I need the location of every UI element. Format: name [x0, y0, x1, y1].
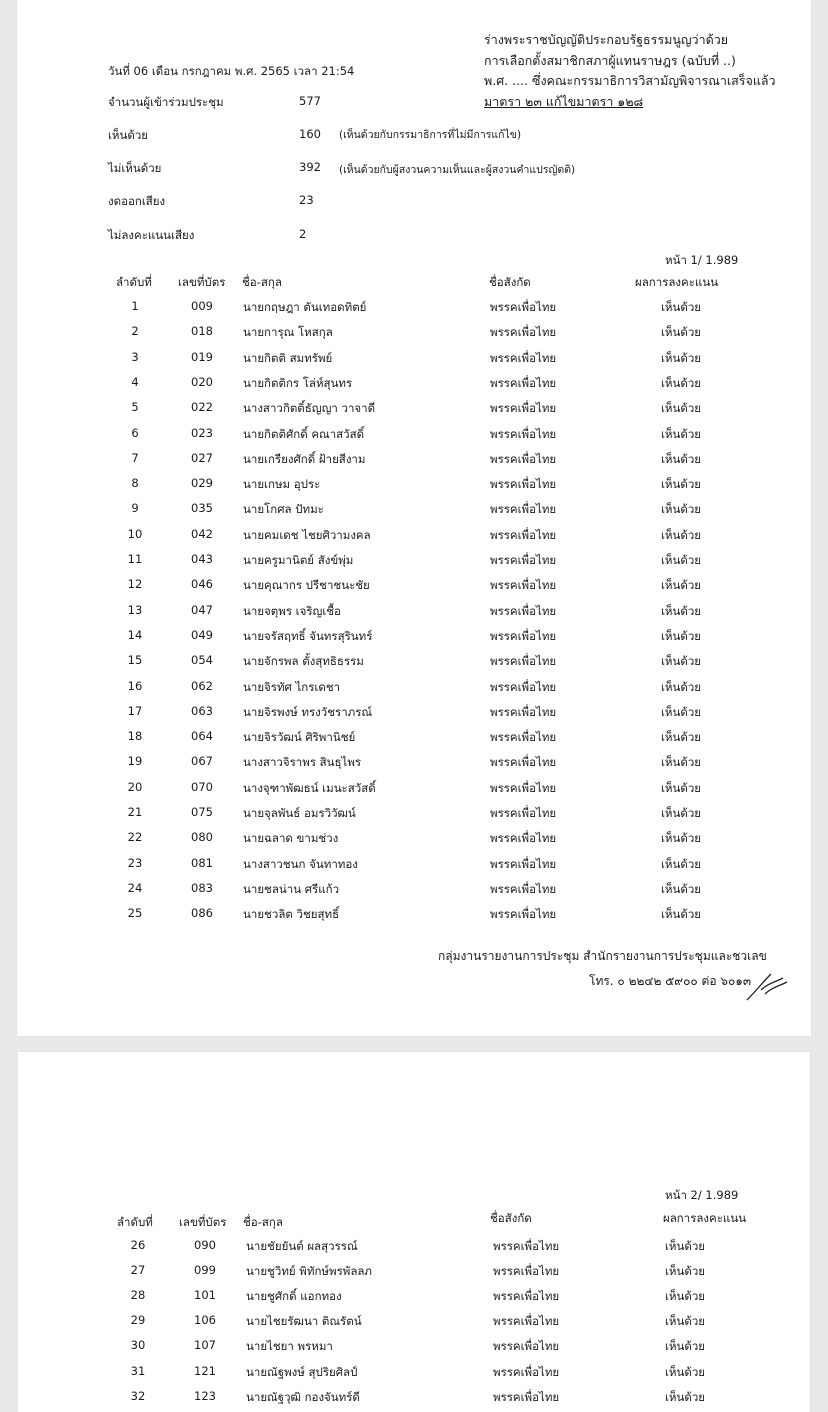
document-page-2 — [18, 1052, 810, 1412]
party-name: พรรคเพื่อไทย — [490, 350, 557, 365]
vote-result: เห็นด้วย — [665, 1239, 706, 1253]
party-name: พรรคเพื่อไทย — [493, 1389, 560, 1404]
vote-result: เห็นด้วย — [661, 375, 702, 390]
header-party: ชื่อสังกัด — [490, 1211, 532, 1225]
vote-result: เห็นด้วย — [661, 907, 702, 922]
party-name: พรรคเพื่อไทย — [490, 325, 557, 340]
member-name: นายคุณากร ปรีชาชนะชัย — [243, 578, 370, 593]
vote-result: เห็นด้วย — [661, 553, 702, 567]
row-number: 21 — [127, 805, 143, 819]
page-number: หน้า 1/ 1.989 — [665, 253, 739, 267]
member-name: นายการุณ โหสกุล — [243, 325, 333, 340]
member-name: นายเกษม อุประ — [243, 477, 321, 492]
member-name: นายณัฐวุฒิ กองจันทร์ดี — [246, 1389, 360, 1404]
row-number: 20 — [127, 779, 143, 794]
member-name: นายจตุพร เจริญเชื้อ — [243, 603, 341, 618]
row-number: 10 — [127, 526, 143, 541]
member-name: นายชัยยันต์ ผลสุวรรณ์ — [246, 1239, 358, 1253]
card-number: 067 — [191, 754, 213, 769]
card-number: 022 — [191, 400, 213, 415]
vote-result: เห็นด้วย — [661, 401, 702, 416]
member-name: นางจุฑาพัฒธน์ เมนะสวัสดิ์ — [243, 780, 376, 795]
header-name: ชื่อ-สกุล — [243, 1215, 283, 1229]
summary-label: จำนวนผู้เข้าร่วมประชุม — [108, 95, 224, 109]
member-name: นายฉลาด ขามช่วง — [243, 831, 339, 846]
row-number: 9 — [131, 501, 139, 516]
vote-result: เห็นด้วย — [661, 350, 702, 365]
card-number: 062 — [191, 678, 213, 693]
vote-result: เห็นด้วย — [661, 426, 702, 441]
footer-phone: โทร. ๐ ๒๒๔๒ ๕๙๐๐ ต่อ ๖๐๑๓ — [589, 974, 752, 988]
summary-value: 577 — [299, 94, 321, 108]
row-number: 18 — [127, 729, 143, 744]
vote-result: เห็นด้วย — [665, 1339, 706, 1354]
row-number: 26 — [130, 1238, 146, 1252]
vote-result: เห็นด้วย — [661, 806, 702, 820]
party-name: พรรคเพื่อไทย — [490, 300, 557, 314]
party-name: พรรคเพื่อไทย — [490, 553, 557, 567]
header-party: ชื่อสังกัด — [489, 275, 531, 289]
vote-result: เห็นด้วย — [661, 300, 702, 314]
card-number: 106 — [194, 1313, 216, 1328]
summary-label: งดออกเสียง — [108, 194, 166, 208]
card-number: 027 — [191, 450, 213, 465]
summary-label: ไม่เห็นด้วย — [108, 161, 162, 175]
row-number: 19 — [127, 754, 143, 769]
party-name: พรรคเพื่อไทย — [490, 755, 557, 770]
party-name: พรรคเพื่อไทย — [490, 679, 557, 694]
member-name: นางสาวกิตติ์ธัญญา วาจาดี — [243, 401, 376, 416]
card-number: 029 — [191, 476, 213, 491]
document-page-1 — [17, 0, 811, 1036]
member-name: นายโกศล ปัทมะ — [243, 502, 324, 517]
party-name: พรรคเพื่อไทย — [490, 831, 557, 846]
card-number: 063 — [191, 703, 213, 718]
member-name: นายชูศักดิ์ แอกทอง — [246, 1289, 342, 1304]
party-name: พรรคเพื่อไทย — [490, 502, 557, 517]
member-name: นายจุลพันธ์ อมรวิวัฒน์ — [243, 806, 356, 820]
row-number: 14 — [127, 627, 143, 642]
row-number: 11 — [127, 552, 143, 566]
card-number: 070 — [191, 779, 213, 794]
member-name: นายจรัสฤทธิ์ จันทรสุรินทร์ — [243, 628, 373, 643]
party-name: พรรคเพื่อไทย — [490, 527, 557, 542]
header-no: ลำดับที่ — [116, 275, 152, 289]
party-name: พรรคเพื่อไทย — [490, 578, 557, 593]
card-number: 081 — [191, 855, 213, 870]
row-number: 31 — [130, 1363, 146, 1378]
header-card: เลขที่บัตร — [178, 275, 226, 289]
vote-result: เห็นด้วย — [661, 603, 702, 618]
vote-result: เห็นด้วย — [665, 1389, 706, 1404]
member-name: นายจิรทัศ ไกรเดชา — [243, 679, 341, 694]
vote-result: เห็นด้วย — [661, 679, 702, 694]
party-name: พรรคเพื่อไทย — [490, 375, 557, 390]
row-number: 12 — [127, 577, 143, 592]
card-number: 035 — [191, 501, 213, 516]
card-number: 009 — [191, 299, 213, 313]
vote-result: เห็นด้วย — [661, 755, 702, 770]
vote-result: เห็นด้วย — [661, 654, 702, 669]
row-number: 24 — [127, 880, 143, 895]
card-number: 107 — [194, 1338, 216, 1353]
vote-result: เห็นด้วย — [661, 881, 702, 896]
row-number: 32 — [130, 1388, 146, 1403]
member-name: นายคมเดช ไชยศิวามงคล — [243, 527, 371, 542]
row-number: 4 — [131, 374, 139, 389]
member-name: นายครูมานิตย์ สังข์พุ่ม — [243, 553, 354, 567]
row-number: 6 — [131, 425, 139, 440]
summary-value: 160 — [299, 127, 321, 141]
row-number: 2 — [131, 324, 139, 339]
card-number: 054 — [191, 653, 213, 668]
vote-result: เห็นด้วย — [661, 831, 702, 846]
party-name: พรรคเพื่อไทย — [490, 806, 557, 820]
header-result: ผลการลงคะแนน — [635, 275, 719, 289]
vote-result: เห็นด้วย — [661, 730, 702, 745]
card-number: 086 — [191, 906, 213, 921]
card-number: 049 — [191, 627, 213, 642]
row-number: 23 — [127, 855, 143, 870]
row-number: 15 — [127, 653, 143, 668]
party-name: พรรคเพื่อไทย — [493, 1364, 560, 1379]
summary-value: 2 — [299, 227, 307, 241]
summary-value: 23 — [299, 193, 314, 207]
card-number: 018 — [191, 324, 213, 339]
header-no: ลำดับที่ — [117, 1215, 153, 1229]
vote-result: เห็นด้วย — [661, 477, 702, 492]
bill-title-line-4: มาตรา ๒๓ แก้ไขมาตรา ๑๒๘ — [484, 94, 644, 109]
row-number: 7 — [131, 450, 139, 465]
member-name: นายณัฐพงษ์ สุปริยศิลป์ — [246, 1364, 358, 1379]
card-number: 064 — [191, 729, 213, 744]
card-number: 019 — [191, 349, 213, 364]
card-number: 047 — [191, 602, 213, 617]
row-number: 1 — [131, 299, 139, 313]
card-number: 090 — [194, 1238, 216, 1252]
vote-result: เห็นด้วย — [661, 780, 702, 795]
member-name: นายชลน่าน ศรีแก้ว — [243, 881, 340, 896]
footer-office: กลุ่มงานรายงานการประชุม สำนักรายงานการประชุมและชวเลข — [438, 949, 767, 963]
vote-result: เห็นด้วย — [665, 1264, 706, 1279]
header-name: ชื่อ-สกุล — [242, 275, 282, 289]
card-number: 121 — [194, 1363, 216, 1378]
row-number: 28 — [130, 1288, 146, 1303]
member-name: นายไชยรัฒนา ติณรัตน์ — [246, 1314, 362, 1329]
row-number: 27 — [130, 1263, 146, 1278]
signature-mark — [743, 968, 789, 1004]
vote-result: เห็นด้วย — [661, 325, 702, 340]
bill-title-line-2: การเลือกตั้งสมาชิกสภาผู้แทนราษฎร (ฉบับที่ ..) — [484, 53, 736, 68]
party-name: พรรคเพื่อไทย — [490, 704, 557, 719]
summary-value: 392 — [299, 160, 321, 174]
member-name: นางสาวชนก จันทาทอง — [243, 856, 358, 871]
card-number: 101 — [194, 1288, 216, 1303]
page-number: หน้า 2/ 1.989 — [665, 1188, 739, 1202]
vote-result: เห็นด้วย — [665, 1314, 706, 1329]
row-number: 22 — [127, 830, 143, 845]
party-name: พรรคเพื่อไทย — [490, 730, 557, 745]
member-name: นายจักรพล ตั้งสุทธิธรรม — [243, 654, 364, 669]
row-number: 3 — [131, 349, 139, 364]
summary-note: (เห็นด้วยกับกรรมาธิการที่ไม่มีการแก้ไข) — [339, 129, 522, 141]
member-name: นายชูวิทย์ พิทักษ์พรพัลลภ — [246, 1264, 373, 1279]
vote-result: เห็นด้วย — [661, 628, 702, 643]
vote-result: เห็นด้วย — [661, 856, 702, 871]
party-name: พรรคเพื่อไทย — [490, 654, 557, 669]
row-number: 16 — [127, 678, 143, 693]
row-number: 30 — [130, 1338, 146, 1353]
party-name: พรรคเพื่อไทย — [490, 780, 557, 795]
card-number: 099 — [194, 1263, 216, 1278]
vote-result: เห็นด้วย — [665, 1289, 706, 1304]
card-number: 023 — [191, 425, 213, 440]
summary-label: เห็นด้วย — [108, 128, 149, 142]
party-name: พรรคเพื่อไทย — [490, 426, 557, 441]
bill-title-line-1: ร่างพระราชบัญญัติประกอบรัฐธรรมนูญว่าด้วย — [484, 32, 729, 47]
party-name: พรรคเพื่อไทย — [493, 1264, 560, 1279]
member-name: นายกิตติศักดิ์ คณาสวัสดิ์ — [243, 426, 365, 441]
party-name: พรรคเพื่อไทย — [490, 401, 557, 416]
member-name: นายกฤษฎา ตันเทอดทิตย์ — [243, 300, 367, 314]
member-name: นายกิตติ สมทรัพย์ — [243, 350, 333, 365]
vote-result: เห็นด้วย — [661, 502, 702, 517]
row-number: 25 — [127, 906, 143, 921]
card-number: 123 — [194, 1388, 216, 1403]
card-number: 046 — [191, 577, 213, 592]
date-line: วันที่ 06 เดือน กรกฎาคม พ.ศ. 2565 เวลา 21:54 — [108, 64, 355, 78]
header-result: ผลการลงคะแนน — [663, 1211, 747, 1225]
vote-result: เห็นด้วย — [665, 1364, 706, 1379]
party-name: พรรคเพื่อไทย — [493, 1339, 560, 1354]
bill-title-line-3: พ.ศ. .... ซึ่งคณะกรรมาธิการวิสามัญพิจารณาเสร็จแล้ว — [484, 73, 776, 88]
row-number: 29 — [130, 1313, 146, 1328]
card-number: 042 — [191, 526, 213, 541]
party-name: พรรคเพื่อไทย — [490, 451, 557, 466]
party-name: พรรคเพื่อไทย — [490, 856, 557, 871]
summary-label: ไม่ลงคะแนนเสียง — [108, 228, 195, 242]
party-name: พรรคเพื่อไทย — [493, 1239, 560, 1253]
vote-result: เห็นด้วย — [661, 704, 702, 719]
card-number: 043 — [191, 552, 213, 566]
row-number: 5 — [131, 400, 139, 415]
party-name: พรรคเพื่อไทย — [493, 1314, 560, 1329]
member-name: นายกิตติกร โล่ห์สุนทร — [243, 375, 353, 390]
party-name: พรรคเพื่อไทย — [493, 1289, 560, 1304]
vote-result: เห็นด้วย — [661, 451, 702, 466]
member-name: นายจิรวัฒน์ ศิริพานิชย์ — [243, 730, 356, 745]
member-name: นายไชยา พรหมา — [246, 1339, 333, 1354]
row-number: 8 — [131, 476, 139, 491]
row-number: 17 — [127, 703, 143, 718]
party-name: พรรคเพื่อไทย — [490, 881, 557, 896]
row-number: 13 — [127, 602, 143, 617]
member-name: นายเกรียงศักดิ์ ฝ้ายสีงาม — [243, 451, 366, 466]
card-number: 020 — [191, 374, 213, 389]
card-number: 075 — [191, 805, 213, 819]
member-name: นายจิรพงษ์ ทรงวัชราภรณ์ — [243, 704, 373, 719]
party-name: พรรคเพื่อไทย — [490, 907, 557, 922]
card-number: 083 — [191, 880, 213, 895]
member-name: นางสาวจิราพร สินธุไพร — [243, 755, 362, 770]
member-name: นายชวลิต วิชยสุทธิ์ — [243, 907, 340, 922]
vote-result: เห็นด้วย — [661, 578, 702, 593]
party-name: พรรคเพื่อไทย — [490, 477, 557, 492]
summary-note: (เห็นด้วยกับผู้สงวนความเห็นและผู้สงวนคำแปรญัตติ) — [339, 164, 576, 176]
party-name: พรรคเพื่อไทย — [490, 628, 557, 643]
party-name: พรรคเพื่อไทย — [490, 603, 557, 618]
card-number: 080 — [191, 830, 213, 845]
header-card: เลขที่บัตร — [179, 1215, 227, 1229]
vote-result: เห็นด้วย — [661, 527, 702, 542]
